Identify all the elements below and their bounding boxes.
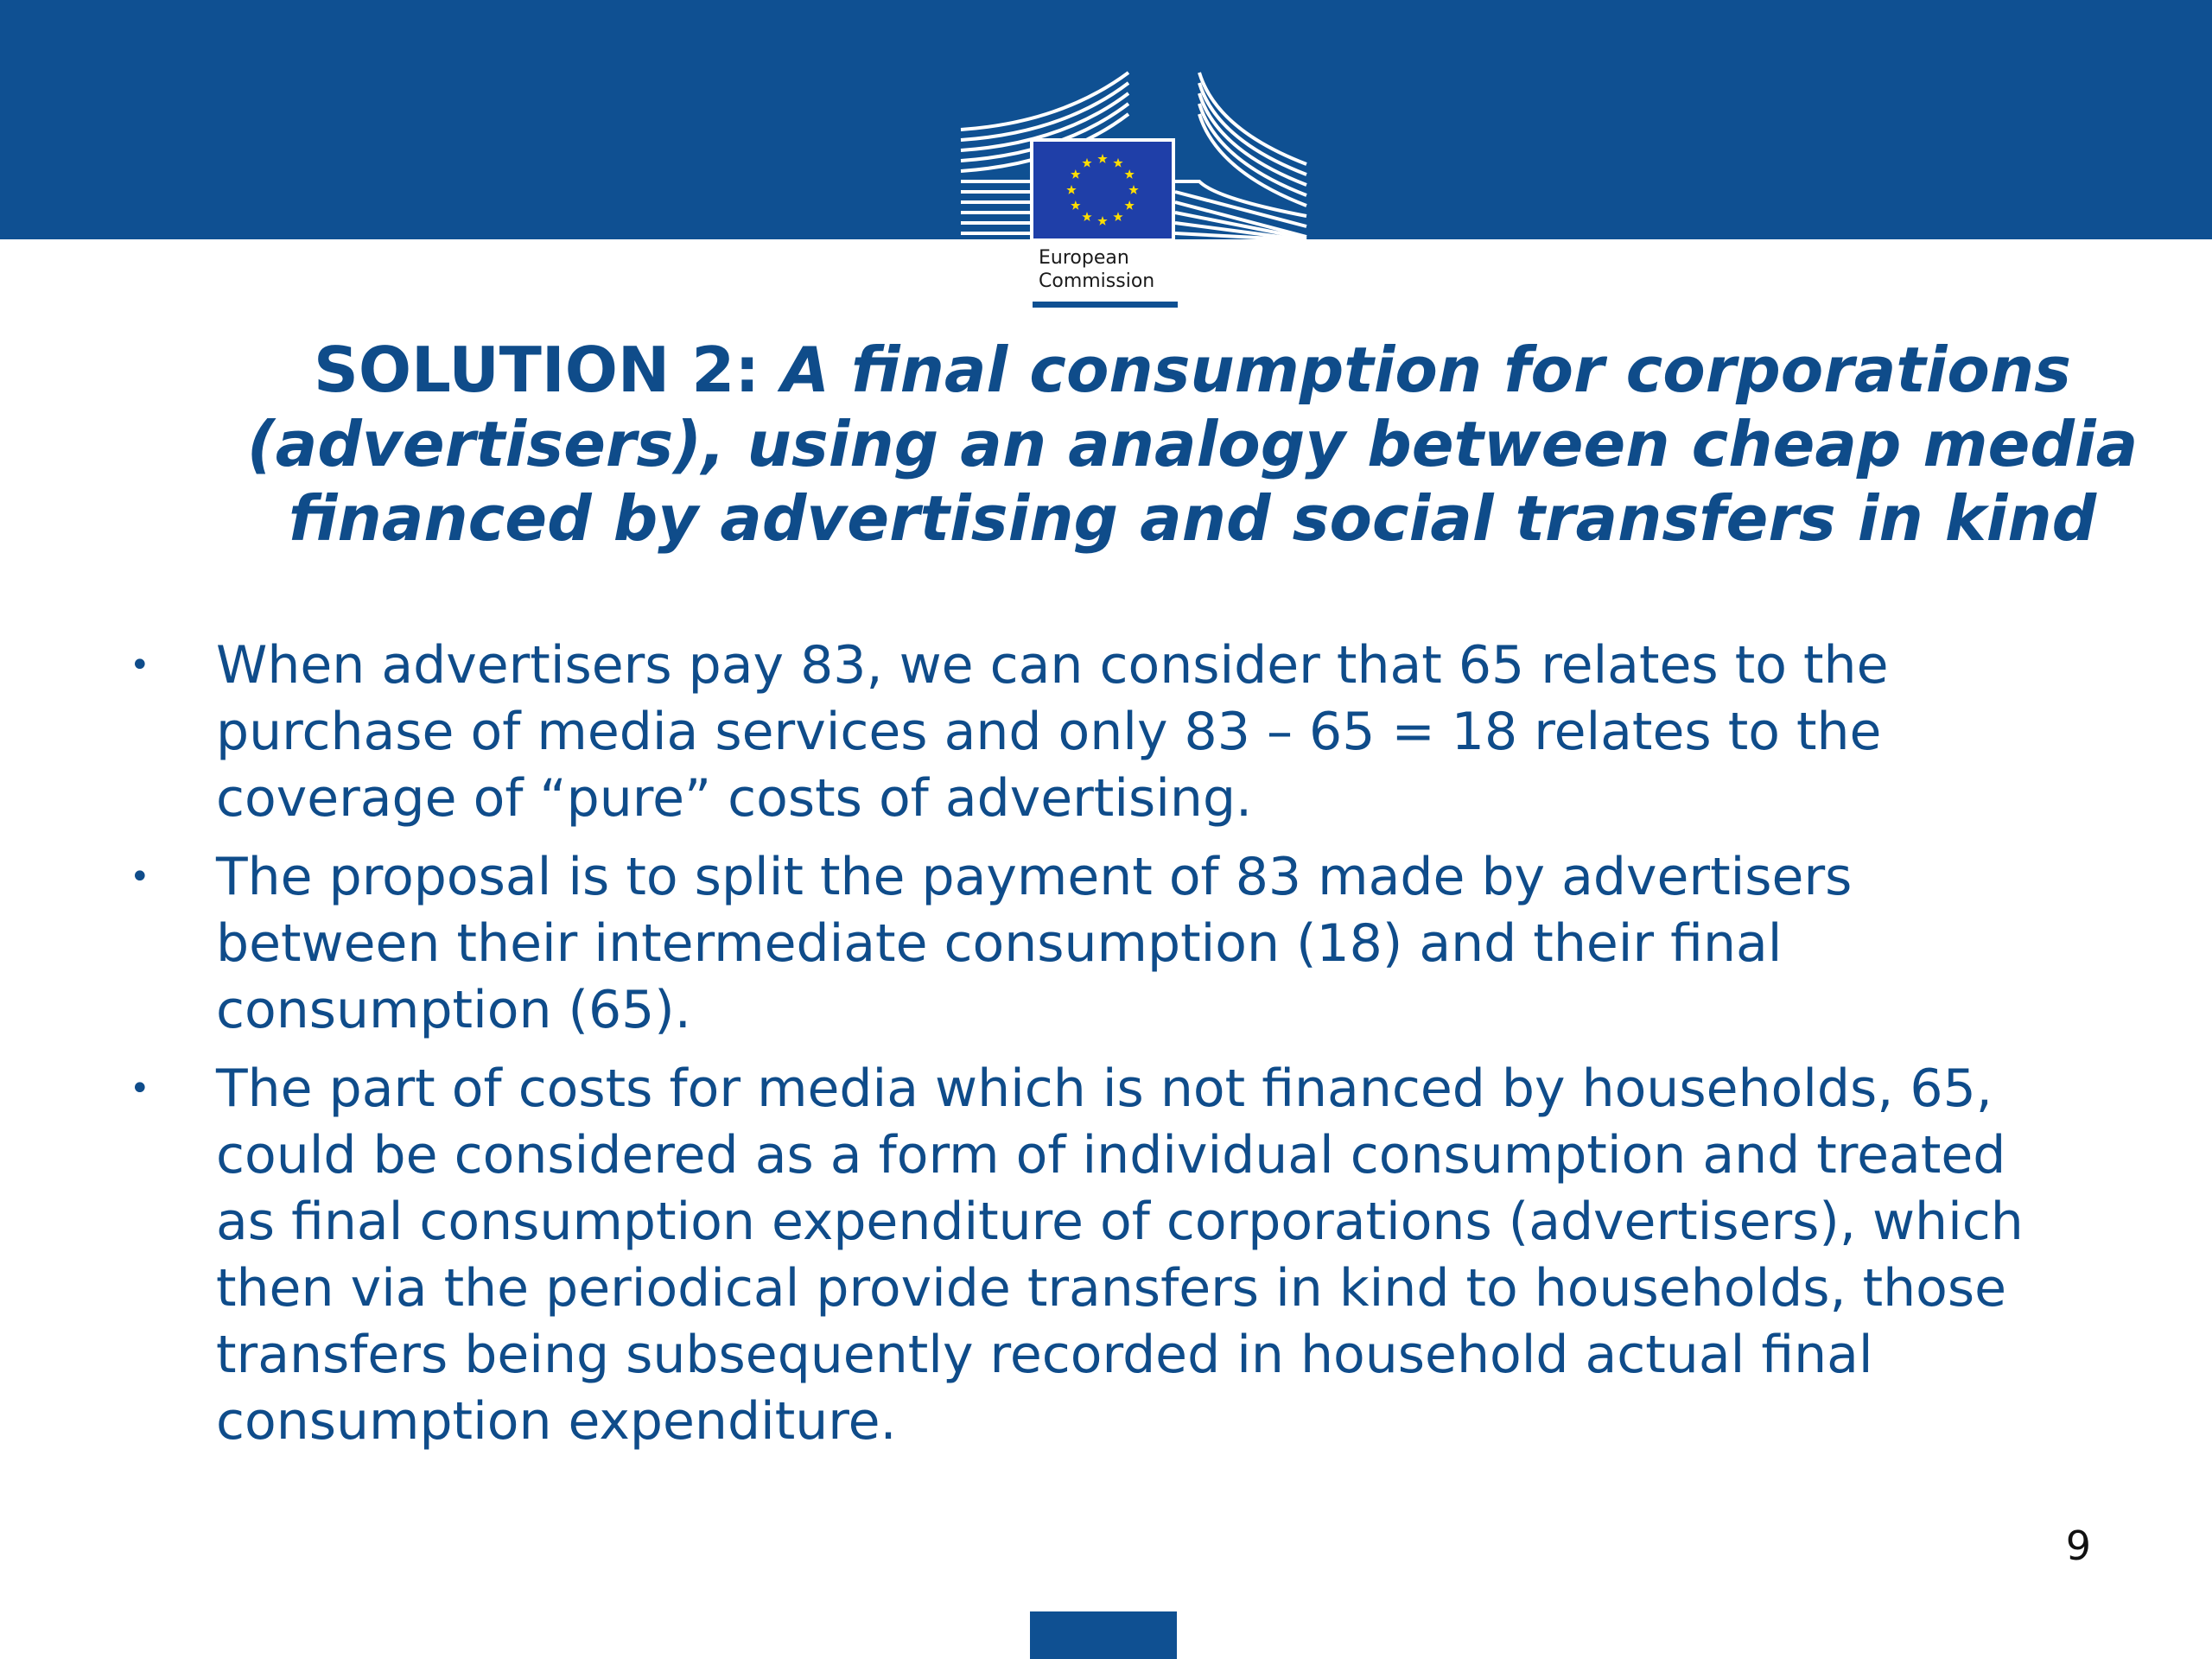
logo-underline — [1033, 302, 1178, 308]
bullet-text: The proposal is to split the payment of 83 made by advertisers between their intermediate consumption (18) and their final consumption (65). — [216, 847, 1853, 1040]
bullet-dot-icon: • — [130, 645, 150, 685]
slide-title — [216, 333, 2169, 556]
logo-text-commission: Commission — [1039, 270, 1155, 292]
bullet-list — [0, 632, 2212, 1467]
bullet-text: When advertisers pay 83, we can consider that 65 relates to the purchase of media services and only 83 – 65 = 18 relates to the coverage of “pure” costs of advertising. — [216, 635, 1889, 829]
logo-text-european: European — [1039, 247, 1129, 269]
slide-title-rest: A final consumption for corporations (advertisers), using an analogy between cheap media financed by advertising and social transfers in kind — [246, 334, 2139, 555]
bullet-dot-icon: • — [130, 857, 150, 897]
bullet-text: The part of costs for media which is not financed by households, 65, could be considered as a form of individual consumption and treated as final consumption expenditure of corporations (advertisers), which then via the periodical provide transfers in kind to households, those transfers being subsequently recorded in household actual final consumption expenditure. — [216, 1058, 2024, 1452]
footer-tab — [1030, 1611, 1177, 1659]
bullet-item — [0, 1056, 2056, 1455]
page-number: 9 — [2065, 1522, 2091, 1569]
bullet-item — [0, 632, 2056, 832]
bullet-item — [0, 844, 2056, 1044]
bullet-dot-icon: • — [130, 1069, 150, 1109]
slide-title-lead: SOLUTION 2: — [313, 334, 760, 406]
